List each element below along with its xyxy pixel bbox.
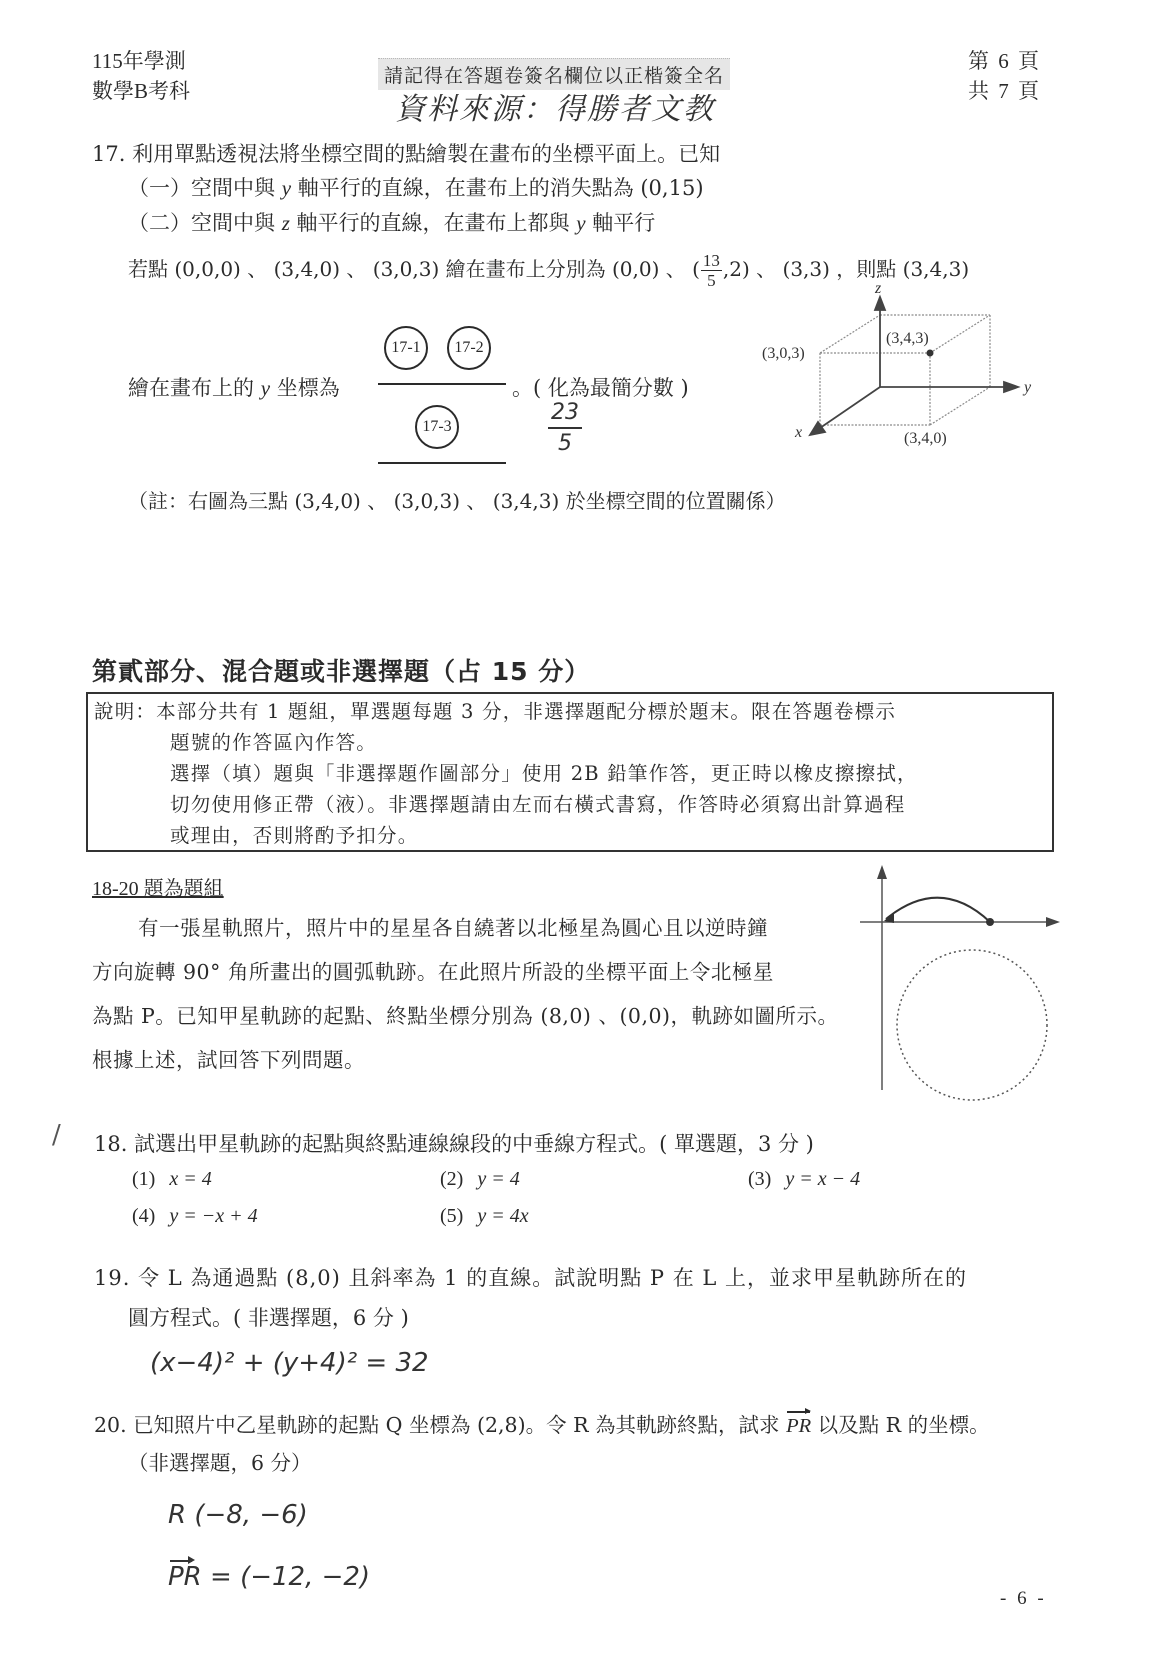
q17-answer-label [128,372,340,402]
q17-cond1-var: y [281,176,292,200]
instructions-row [94,696,1046,727]
q19-handwritten-answer: (x−4)² + (y+4)² = 32 [150,1348,429,1378]
question-group-title: 18-20 題為題組 [92,878,224,900]
option-label: (2) [440,1168,464,1190]
q17-cond2-var2: y [576,211,586,235]
passage-line: 有一張星軌照片，照片中的星星各自繞著以北極星為圓心且以逆時鐘 [138,916,768,940]
passage-line: 為點 P。已知甲星軌跡的起點、終點坐標分別為 (8,0) 、(0,0)，軌跡如圖所示。 [92,1004,839,1028]
vertical-axis-arrow [877,865,887,879]
x-axis-arrow [810,422,825,435]
q17-condition-1 [128,172,704,202]
q18-stem: 18. 試選出甲星軌跡的起點與終點連線線段的中垂線方程式。( 單選題，3 分 ) [94,1132,814,1156]
q17-given-text: 若點 (0,0,0) 、 (3,4,0) 、 (3,0,3) 繪在畫布上分別為 (0,0) 、 ( [128,257,700,281]
option-label: (5) [440,1205,464,1227]
q17-cond1-text-end: 軸平行的直線，在畫布上的消失點為 (0,15) [291,176,704,200]
q18-option-4[interactable] [132,1205,258,1228]
answer-blank-17-2[interactable]: 17-2 [447,326,491,370]
star-trail-diagram [880,895,1070,1095]
q17-stem: 17. 利用單點透視法將坐標空間的點繪製在畫布的坐標平面上。已知 [92,142,721,166]
start-point-marker [986,918,994,926]
q17-cond2-text-end: 軸平行 [585,211,656,235]
handwritten-vector-label: PR [168,1562,202,1592]
exam-year: 115年學測 [92,49,186,73]
point-340-label: (3,4,0) [904,430,947,447]
instructions-line: 或理由，否則將酌予扣分。 [170,824,419,847]
y-axis-arrow [1004,382,1018,392]
instructions-line: 題號的作答區內作答。 [170,731,378,754]
answer-blank-17-1[interactable]: 17-1 [384,326,428,370]
instructions-label: 說明： [94,700,157,723]
instructions-line: 選擇（填）題與「非選擇題作圖部分」使用 2B 鉛筆作答，更正時以橡皮擦擦拭， [170,762,918,785]
answer-underline [378,462,506,464]
handwritten-vector-value: = (−12, −2) [201,1562,371,1592]
instructions-box [86,692,1054,852]
option-label: (4) [132,1205,156,1227]
cube-edge [820,315,880,353]
page-number: - 6 - [1000,1588,1047,1609]
q17-note: （註：右圖為三點 (3,4,0) 、 (3,0,3) 、 (3,4,3) 於坐標空間的位置關係） [128,489,786,513]
q17-answer-label-text-end: 坐標為 [270,376,340,400]
option-equation: y = 4x [477,1205,529,1227]
q18-option-1[interactable] [132,1168,212,1191]
q17-cond2-text-mid: 軸平行的直線，在畫布上都與 [289,211,577,235]
instructions-line: 本部分共有 1 題組，單選題每題 3 分，非選擇題配分標於題末。限在答題卷標示 [156,700,897,723]
q17-answer-label-var: y [260,376,271,400]
q19-stem: 19. 令 L 為通過點 (8,0) 且斜率為 1 的直線。試說明點 P 在 L 上，並求甲星軌跡所在的 [94,1266,967,1290]
q17-cond1-text: （一）空間中與 [128,176,282,200]
answer-blank-17-3[interactable]: 17-3 [415,405,459,449]
signature-reminder: 請記得在答題卷簽名欄位以正楷簽全名 [378,58,730,90]
q17-simplify-note: 。( 化為最簡分數 ) [512,376,689,400]
margin-mark: / [52,1120,61,1150]
option-label: (1) [132,1168,156,1190]
group-passage [92,906,882,1082]
q20-stem-line2: （非選擇題，6 分） [128,1451,312,1475]
handwritten-denominator: 5 [558,431,572,456]
horizontal-axis-arrow [1046,917,1060,927]
q18-option-2[interactable] [440,1168,520,1191]
z-axis-label: z [875,280,882,297]
z-axis-arrow [875,297,885,310]
option-equation: y = −x + 4 [169,1205,258,1227]
point-303-label: (3,0,3) [762,345,805,362]
coordinate-cube-diagram [762,280,1050,465]
vector-pr: PR [786,1415,812,1437]
option-equation: y = 4 [477,1168,520,1190]
fraction-bar [378,383,506,385]
option-equation: y = x − 4 [785,1168,861,1190]
q17-condition-2 [128,207,655,237]
point-343-label: (3,4,3) [886,330,929,347]
q17-cond2-var: z [281,211,290,235]
x-axis [820,387,880,428]
part2-title: 第貳部分、混合題或非選擇題（占 15 分） [92,657,591,686]
option-label: (3) [748,1168,772,1190]
q20-handwritten-vector [168,1562,370,1592]
passage-line: 方向旋轉 90° 角所畫出的圓弧軌跡。在此照片所設的坐標平面上令北極星 [92,960,774,984]
q18-option-5[interactable] [440,1205,529,1228]
exam-header-right [968,46,1041,106]
q19-stem-line2: 圓方程式。( 非選擇題，6 分 ) [128,1306,409,1330]
q17-given-fraction [701,252,722,289]
q20-stem-text: 20. 已知照片中乙星軌跡的起點 Q 坐標為 (2,8)。令 R 為其軌跡終點，試求 [94,1413,787,1437]
instructions-line: 切勿使用修正帶（液）。非選擇題請由左而右橫式書寫，作答時必須寫出計算過程 [170,793,906,816]
q17-handwritten-answer [548,400,582,456]
handwritten-fraction-bar [548,427,582,429]
exam-header-left [92,46,190,106]
total-pages-label: 共 7 頁 [968,79,1041,103]
cube-edge [930,315,990,353]
q17-given-text-end: ,2) 、 (3,3) ，則點 (3,4,3) [722,257,970,281]
handwritten-source-note: 資料來源：得勝者文教 [395,92,715,127]
trail-circle-dotted [897,950,1047,1100]
page-label: 第 6 頁 [968,49,1041,73]
passage-line: 根據上述，試回答下列問題。 [92,1048,365,1072]
y-axis-label: y [1024,379,1032,396]
q17-cond2-text: （二）空間中與 [128,211,282,235]
exam-subject: 數學B考科 [92,79,191,103]
q20-handwritten-r: R (−8, −6) [168,1500,308,1530]
q20-stem-text-end: 以及點 R 的坐標。 [811,1413,990,1437]
q18-option-3[interactable] [748,1168,860,1191]
q20-stem [94,1408,990,1438]
x-axis-label: x [795,424,803,441]
fraction-denominator: 5 [707,271,716,290]
option-equation: x = 4 [169,1168,212,1190]
handwritten-numerator: 23 [551,400,579,425]
point-343-marker [927,350,934,357]
trail-arc [886,898,990,922]
cube-edge [930,387,990,425]
fraction-numerator: 13 [702,251,720,270]
q17-given [128,252,969,289]
q17-answer-label-text: 繪在畫布上的 [128,376,261,400]
